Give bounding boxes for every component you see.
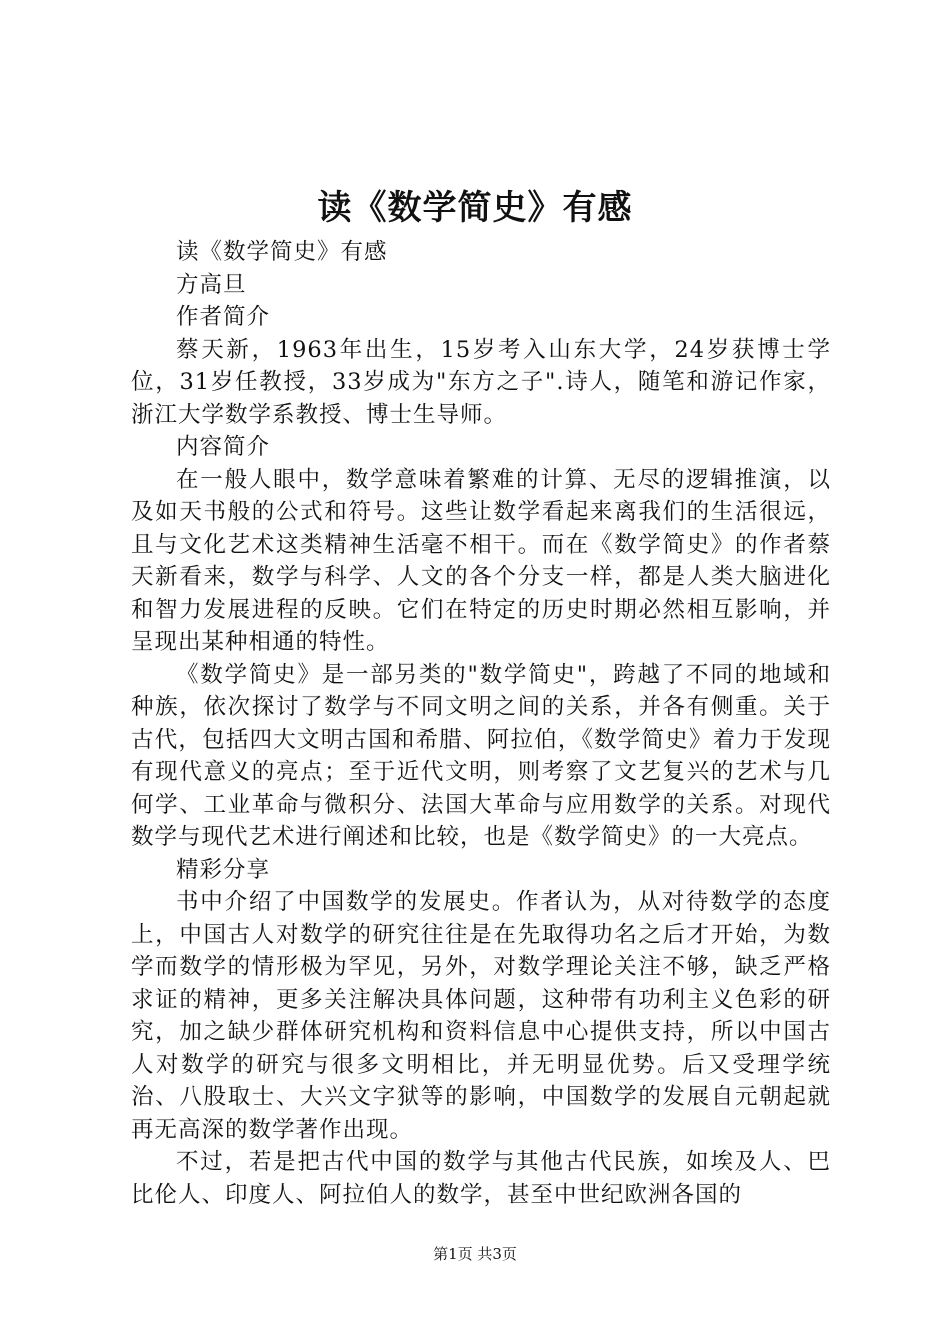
paragraph-content-intro-2: 《数学简史》是一部另类的"数学简史"，跨越了不同的地域和种族，依次探讨了数学与不同文明之间的关系，并各有侧重。关于古代，包括四大文明古国和希腊、阿拉伯，《数学简史》着力于发现有现代意义的亮点；至于近代文明，则考察了文艺复兴的艺术与几何学、工业革命与微积分、法国大革命与应用数学的关系。对现代数学与现代艺术进行阐述和比较，也是《数学简史》的一大亮点。 <box>131 661 831 850</box>
document-body <box>131 236 831 1211</box>
section-heading-highlights: 精彩分享 <box>176 856 271 883</box>
paragraph-highlights-1: 书中介绍了中国数学的发展史。作者认为，从对待数学的态度上，中国古人对数学的研究往往是在先取得功名之后才开始，为数学而数学的情形极为罕见，另外，对数学理论关注不够，缺乏严格求证的精神，更多关注解决具体问题，这种带有功利主义色彩的研究，加之缺少群体研究机构和资料信息中心提供支持，所以中国古人对数学的研究与很多文明相比，并无明显优势。后又受理学统治、八股取士、大兴文字狱等的影响，中国数学的发展自元朝起就再无高深的数学著作出现。 <box>131 889 831 1143</box>
section-heading-content-intro: 内容简介 <box>176 434 271 460</box>
page-footer: 第1页 共3页 <box>433 1245 517 1263</box>
paragraph-author-intro: 蔡天新，1963年出生，15岁考入山东大学，24岁获博士学位，31岁任教授，33岁成为"东方之子".诗人，随笔和游记作家，浙江大学数学系教授、博士生导师。 <box>131 336 831 428</box>
paragraph-content-intro-1: 在一般人眼中，数学意味着繁难的计算、无尽的逻辑推演，以及如天书般的公式和符号。这些让数学看起来离我们的生活很远，且与文化艺术这类精神生活毫不相干。而在《数学简史》的作者蔡天新看来，数学与科学、人文的各个分支一样，都是人类大脑进化和智力发展进程的反映。它们在特定的历史时期必然相互影响，并呈现出某种相通的特性。 <box>131 466 831 655</box>
paragraph-highlights-2: 不过，若是把古代中国的数学与其他古代民族，如埃及人、巴比伦人、印度人、阿拉伯人的数学，甚至中世纪欧洲各国的 <box>131 1149 831 1208</box>
section-heading-author-intro: 作者简介 <box>176 304 271 330</box>
paragraph-author: 方高旦 <box>176 271 247 298</box>
document-title: 读《数学简史》有感 <box>317 188 633 228</box>
paragraph-subtitle: 读《数学简史》有感 <box>176 239 388 265</box>
